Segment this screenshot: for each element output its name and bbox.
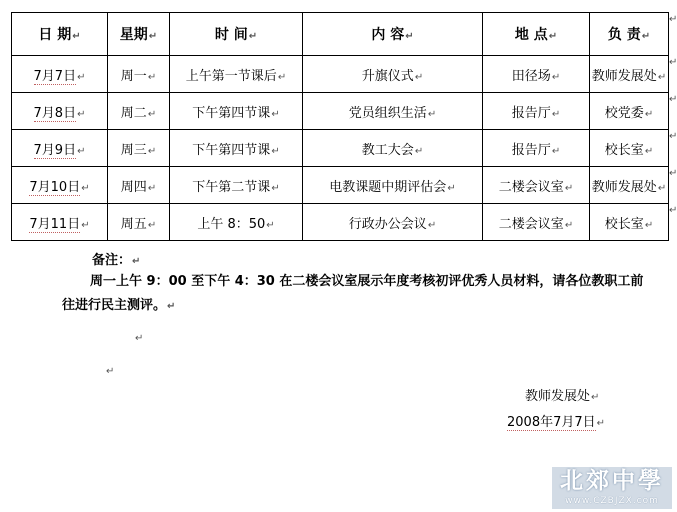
cell-weekday: 周一↵ [108,56,170,93]
header-weekday: 星期↵ [108,13,170,56]
watermark-text: 北郊中學 [560,468,664,494]
cell-place: 报告厅↵ [483,93,590,130]
cell-weekday: 周二↵ [108,93,170,130]
cell-date: 7月11日↵ [12,204,108,241]
cell-place: 田径场↵ [483,56,590,93]
header-content: 内 容↵ [303,13,483,56]
empty-paragraph-mark: ↵ [135,333,144,344]
header-place: 地 点↵ [483,13,590,56]
cell-weekday: 周五↵ [108,204,170,241]
cell-place: 报告厅↵ [483,130,590,167]
cell-owner: 教师发展处↵ [590,56,669,93]
row-end-mark: ↵ [669,57,677,68]
table-header-row [12,13,669,56]
cell-time: 下午第四节课↵ [170,93,303,130]
cell-owner: 校党委↵ [590,93,669,130]
table-row [12,204,669,241]
cell-content: 行政办公会议↵ [303,204,483,241]
watermark-logo [552,467,672,509]
row-end-mark: ↵ [669,94,677,105]
row-end-mark: ↵ [669,205,677,216]
empty-paragraph-mark: ↵ [106,366,115,377]
row-end-mark: ↵ [669,168,677,179]
signature-department: 教师发展处↵ [525,389,600,404]
cell-owner: 校长室↵ [590,204,669,241]
cell-weekday: 周三↵ [108,130,170,167]
row-end-mark: ↵ [669,14,677,25]
table-row [12,167,669,204]
cell-owner: 教师发展处↵ [590,167,669,204]
cell-weekday: 周四↵ [108,167,170,204]
table-row [12,130,669,167]
cell-time: 下午第四节课↵ [170,130,303,167]
table-row [12,93,669,130]
cell-content: 教工大会↵ [303,130,483,167]
cell-place: 二楼会议室↵ [483,167,590,204]
header-owner: 负 责↵ [590,13,669,56]
row-end-mark: ↵ [669,131,677,142]
cell-date: 7月8日↵ [12,93,108,130]
signature-date: 2008年7月7日↵ [507,415,606,430]
cell-date: 7月9日↵ [12,130,108,167]
note-body: 周一上午 9：00 至下午 4：30 在二楼会议室展示年度考核初评优秀人员材料，请各位教职工前往进行民主测评。↵ [62,274,644,313]
cell-date: 7月10日↵ [12,167,108,204]
watermark-url: www.CZBJZX.com [565,496,659,506]
schedule-table [11,12,669,241]
cell-time: 下午第二节课↵ [170,167,303,204]
cell-time: 上午 8：50↵ [170,204,303,241]
header-date: 日 期↵ [12,13,108,56]
cell-content: 升旗仪式↵ [303,56,483,93]
note-title: 备注：↵ [92,253,141,268]
table-row [12,56,669,93]
cell-content: 党员组织生活↵ [303,93,483,130]
cell-date: 7月7日↵ [12,56,108,93]
cell-owner: 校长室↵ [590,130,669,167]
cell-place: 二楼会议室↵ [483,204,590,241]
cell-time: 上午第一节课后↵ [170,56,303,93]
cell-content: 电教课题中期评估会↵ [303,167,483,204]
header-time: 时 间↵ [170,13,303,56]
